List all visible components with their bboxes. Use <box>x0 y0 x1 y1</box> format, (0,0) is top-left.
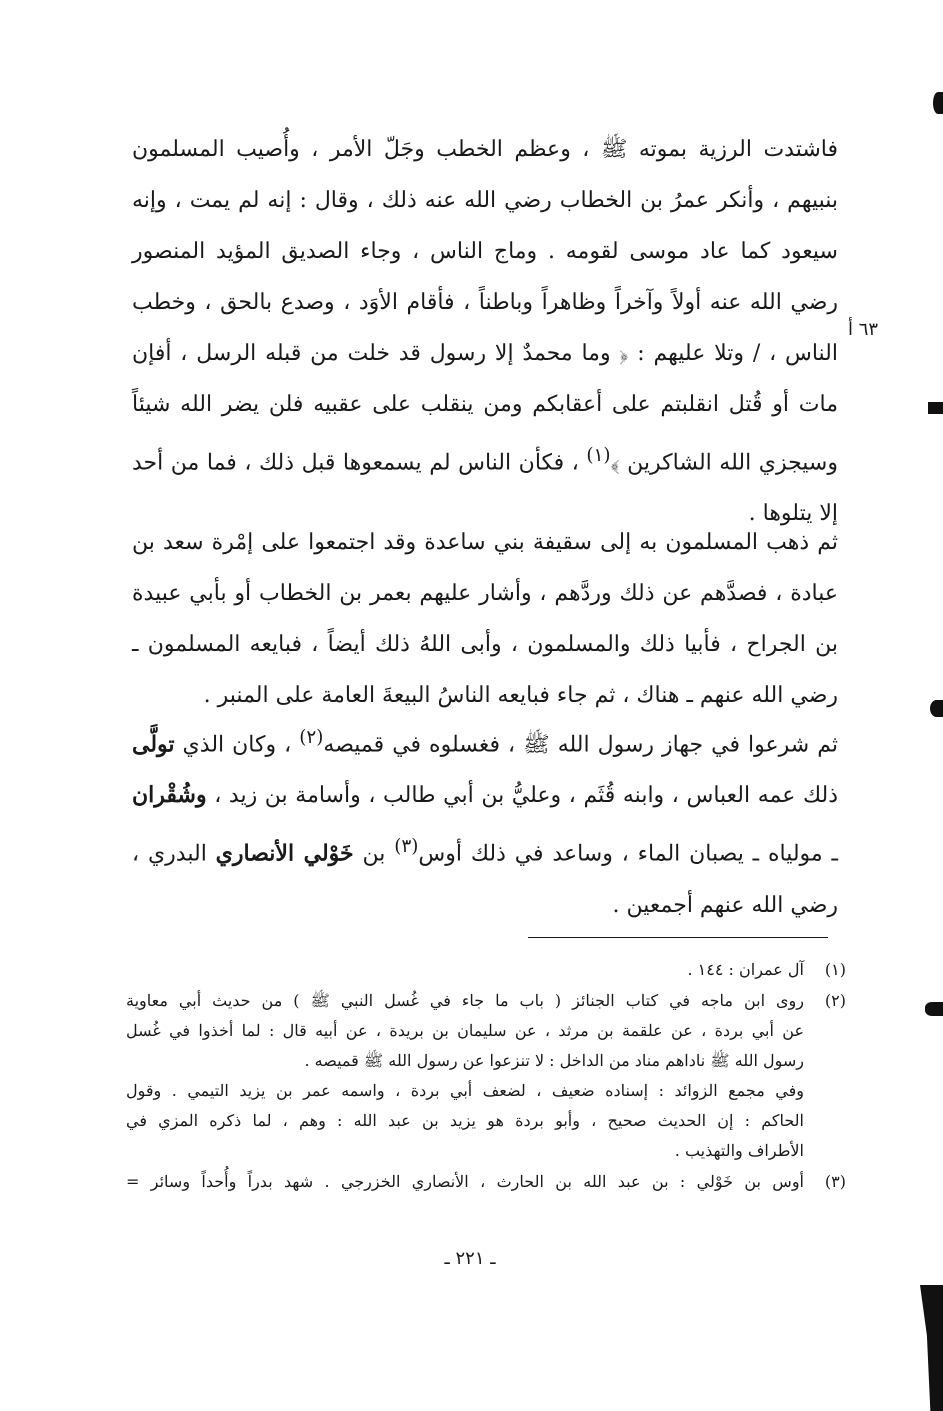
footnote-ref-1: (١) <box>586 445 611 466</box>
paragraph-1 <box>132 124 838 539</box>
margin-folio-note: ٦٣ أ <box>848 319 879 340</box>
paragraph-1-text-after: ، فكأن الناس لم يسمعوها قبل ذلك ، فما من أحد إلا يتلوها . <box>132 450 838 527</box>
paragraph-3-text-5: بن <box>353 841 395 867</box>
bold-word-3: خَوْلي الأنصاري <box>215 840 354 867</box>
bold-word-1: تولَّى <box>132 731 175 758</box>
footnote-line: الأطراف والتهذيب . <box>674 1141 804 1160</box>
footnote-line: وفي مجمع الزوائد : إسناده ضعيف ، لضعف أبي بردة ، واسمه عمر بن يزيد التيمي . وقول <box>126 1081 804 1100</box>
footnote-3 <box>126 1167 846 1197</box>
footnote-number: (٢) <box>824 991 846 1010</box>
scan-edge-shadow <box>920 1285 943 1411</box>
paragraph-3-text-6: البدري ، رضي الله عنهم أجمعين . <box>132 841 838 918</box>
footnote-line: رسول الله ﷺ ناداهم مناد من الداخل : لا تنزعوا عن رسول الله ﷺ قميصه . <box>304 1051 804 1070</box>
footnote-line: أوس بن خَوْلي : بن عبد الله بن الحارث ، الأنصاري الخزرجي . شهد بدراً وأُحداً وسائر = <box>126 1172 804 1191</box>
footnote-1 <box>126 955 846 985</box>
footnote-number: (٣) <box>824 1172 846 1191</box>
paragraph-3 <box>132 712 838 931</box>
bold-word-2: وشُقْران <box>132 782 207 809</box>
footnote-ref-3: (٣) <box>394 836 419 858</box>
scan-edge-mark <box>928 402 943 414</box>
scan-edge-mark <box>925 1002 943 1016</box>
footnote-line: الحاكم : إن الحديث صحيح ، وأبو بردة هو يزيد بن عبد الله : وهم ، لما ذكره المزي في <box>126 1111 805 1130</box>
scan-edge-mark <box>930 700 943 717</box>
footnote-number: (١) <box>824 960 846 979</box>
footnote-ref-2: (٢) <box>299 727 324 748</box>
footnote-2 <box>126 986 846 1166</box>
footnote-line: روى ابن ماجه في كتاب الجنائز ( باب ما جاء في غُسل النبي ﷺ ) من حديث أبي معاوية <box>126 991 804 1010</box>
footnotes <box>126 955 846 1198</box>
paragraph-3-text-3: ذلك عمه العباس ، وابنه قُثَم ، وعليُّ بن أبي طالب ، وأسامة بن زيد ، <box>206 783 838 809</box>
paragraph-3-text-4: ـ مولياه ـ يصبان الماء ، وساعد في ذلك أوس <box>418 841 839 867</box>
footnote-line: عن أبي بردة ، عن علقمة بن مرثد ، عن سليمان بن بريدة ، عن أبيه قال : لما أخذوا في غُسل <box>126 1021 805 1040</box>
footnote-line: آل عمران : ١٤٤ . <box>687 960 804 979</box>
paragraph-3-text-2: ، وكان الذي <box>174 732 300 758</box>
paragraph-2: ثم ذهب المسلمون به إلى سقيفة بني ساعدة وقد اجتمعوا على إمْرة سعد بن عبادة ، فصدَّهم عن ذلك وردَّهم ، وأشار عليهم بعمر بن الخطاب أو بأبي عبيدة بن الجراح ، فأبيا ذلك والمسلمون ، وأبى اللهُ ذلك أيضاً ، فبايعه المسلمون ـ رضي الله عنهم ـ هناك ، ثم جاء فبايعه الناسُ البيعةَ العامة على المنبر . <box>132 530 838 708</box>
paragraph-1-text: فاشتدت الرزية بموته ﷺ ، وعظم الخطب وجَلّ الأمر ، وأُصيب المسلمون بنبيهم ، وأنكر عمرُ بن الخطاب رضي الله عنه ذلك ، وقال : إنه لم يمت ، وإنه سيعود كما عاد موسى لقومه . وماج الناس ، وجاء الصديق المؤيد المنصور رضي الله عنه أولاً وآخراً وظاهراً وباطناً ، فأقام الأوَد ، وصدع بالحق ، وخطب الناس ، / وتلا عليهم : ﴿ وما محمدٌ إلا رسول قد خلت من قبله الرسل ، أفإن مات أو قُتل انقلبتم على أعقابكم ومن ينقلب على عقبيه فلن يضر الله شيئاً وسيجزي الله الشاكرين ﴾ <box>132 137 839 476</box>
paragraph-3-text-1: ثم شرعوا في جهاز رسول الله ﷺ ، فغسلوه في قميصه <box>323 732 838 758</box>
footnote-separator <box>528 937 828 938</box>
scan-edge-mark <box>933 92 943 114</box>
page-number: ـ ٢٢١ ـ <box>444 1248 496 1269</box>
